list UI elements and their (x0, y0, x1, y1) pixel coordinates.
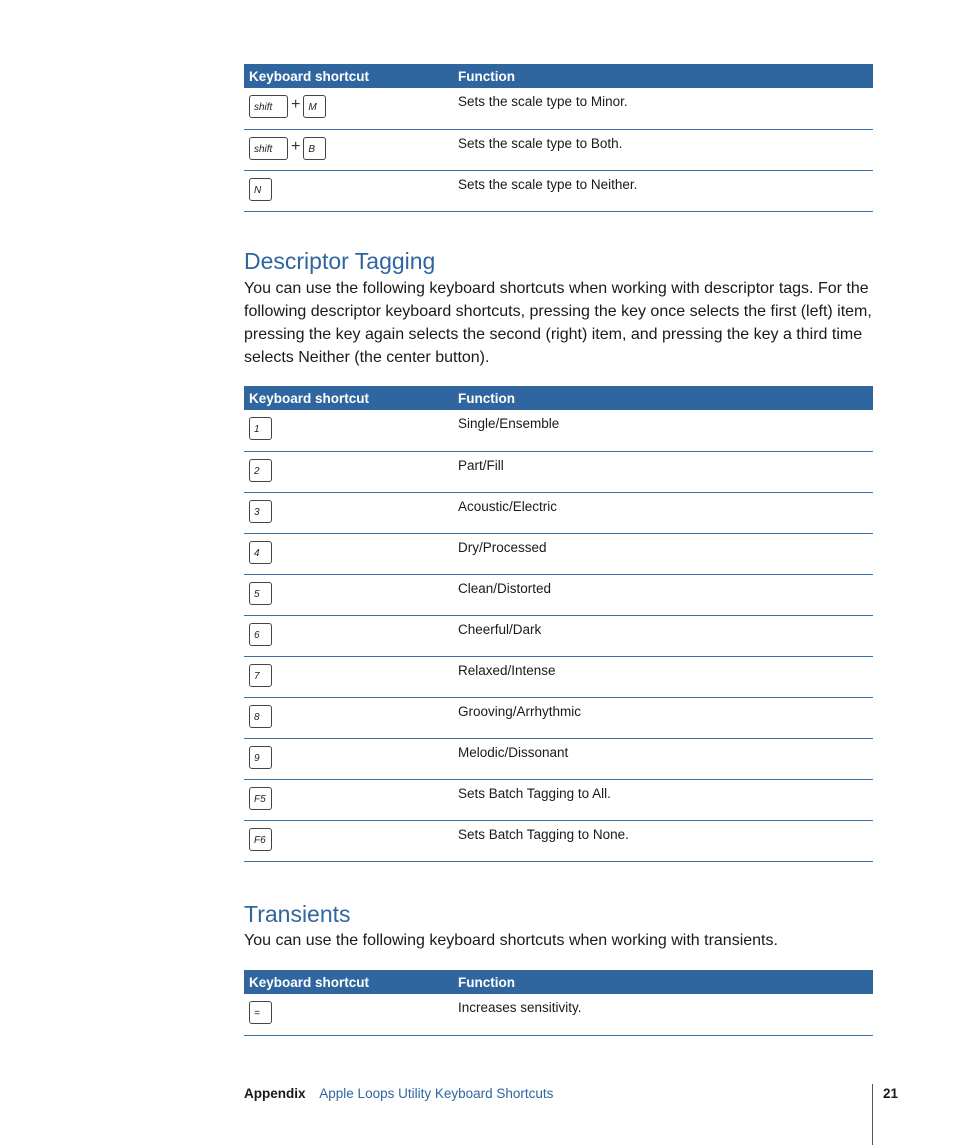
transients-table-body (244, 994, 873, 1035)
plus-sign: + (291, 137, 301, 155)
function-cell: Grooving/Arrhythmic (453, 697, 873, 738)
shortcut-cell (244, 820, 453, 861)
table-row (244, 738, 873, 779)
transients-heading: Transients (244, 901, 351, 927)
page-footer (244, 1086, 553, 1101)
header-function: Function (453, 64, 873, 88)
keycap: 4 (249, 541, 272, 564)
function-cell: Sets Batch Tagging to All. (453, 779, 873, 820)
scale-shortcuts-section (244, 64, 873, 212)
keycap: F5 (249, 787, 272, 810)
header-function: Function (453, 970, 873, 994)
footer-chapter-title: Apple Loops Utility Keyboard Shortcuts (319, 1086, 554, 1101)
shortcut-cell (244, 738, 453, 779)
keycap: 3 (249, 500, 272, 523)
table-header-row (244, 64, 873, 88)
shortcut-cell (244, 129, 453, 170)
keycap: B (303, 137, 326, 160)
function-cell: Single/Ensemble (453, 410, 873, 451)
keycap: 9 (249, 746, 272, 769)
header-keyboard-shortcut: Keyboard shortcut (244, 386, 453, 410)
table-row (244, 994, 873, 1035)
function-cell: Relaxed/Intense (453, 656, 873, 697)
keycap: 5 (249, 582, 272, 605)
table-row (244, 779, 873, 820)
descriptor-tagging-heading: Descriptor Tagging (244, 248, 436, 274)
keycap: 6 (249, 623, 272, 646)
scale-shortcuts-table (244, 64, 873, 212)
shortcut-cell (244, 994, 453, 1035)
table-row (244, 170, 873, 211)
descriptor-shortcuts-section (244, 386, 873, 862)
shortcut-cell (244, 410, 453, 451)
table-header-row (244, 970, 873, 994)
header-keyboard-shortcut: Keyboard shortcut (244, 970, 453, 994)
shortcut-cell (244, 492, 453, 533)
scale-table-body (244, 88, 873, 211)
table-header-row (244, 386, 873, 410)
shortcut-cell (244, 170, 453, 211)
shortcut-cell (244, 451, 453, 492)
header-function: Function (453, 386, 873, 410)
page-number: 21 (883, 1086, 899, 1101)
function-cell: Sets the scale type to Minor. (453, 88, 873, 129)
plus-sign: + (291, 96, 301, 113)
descriptor-shortcuts-table (244, 386, 873, 862)
keycap: M (303, 95, 326, 118)
shortcut-cell (244, 779, 453, 820)
descriptor-table-body (244, 410, 873, 861)
table-row (244, 492, 873, 533)
function-cell: Cheerful/Dark (453, 615, 873, 656)
table-row (244, 88, 873, 129)
keycap: 1 (249, 417, 272, 440)
function-cell: Increases sensitivity. (453, 994, 873, 1035)
shortcut-cell (244, 88, 453, 129)
shortcut-cell (244, 697, 453, 738)
table-row (244, 410, 873, 451)
transients-shortcuts-section (244, 970, 873, 1036)
header-keyboard-shortcut: Keyboard shortcut (244, 64, 453, 88)
keycap: shift (249, 137, 288, 160)
function-cell: Melodic/Dissonant (453, 738, 873, 779)
table-row (244, 656, 873, 697)
keycap: = (249, 1001, 272, 1024)
table-row (244, 533, 873, 574)
keycap: F6 (249, 828, 272, 851)
function-cell: Sets Batch Tagging to None. (453, 820, 873, 861)
transients-intro: You can use the following keyboard shortcuts when working with transients. (244, 932, 778, 949)
table-row (244, 129, 873, 170)
function-cell: Acoustic/Electric (453, 492, 873, 533)
table-row (244, 820, 873, 861)
function-cell: Clean/Distorted (453, 574, 873, 615)
keycap: shift (249, 95, 288, 118)
footer-section-label: Appendix (244, 1086, 306, 1101)
function-cell: Part/Fill (453, 451, 873, 492)
table-row (244, 615, 873, 656)
shortcut-cell (244, 574, 453, 615)
table-row (244, 574, 873, 615)
table-row (244, 451, 873, 492)
transients-shortcuts-table (244, 970, 873, 1036)
descriptor-tagging-intro: You can use the following keyboard shortcuts when working with descriptor tags. For the following descriptor keyboard shortcuts, pressing the key once selects the first (left) item, pressing the key again selects the second (right) item, and pressing the key a third time selects Neither (the center button). (244, 280, 872, 366)
footer-divider (872, 1084, 873, 1145)
keycap: 8 (249, 705, 272, 728)
keycap: N (249, 178, 272, 201)
function-cell: Dry/Processed (453, 533, 873, 574)
shortcut-cell (244, 533, 453, 574)
function-cell: Sets the scale type to Neither. (453, 170, 873, 211)
keycap: 2 (249, 459, 272, 482)
table-row (244, 697, 873, 738)
function-cell: Sets the scale type to Both. (453, 129, 873, 170)
keycap: 7 (249, 664, 272, 687)
shortcut-cell (244, 615, 453, 656)
shortcut-cell (244, 656, 453, 697)
